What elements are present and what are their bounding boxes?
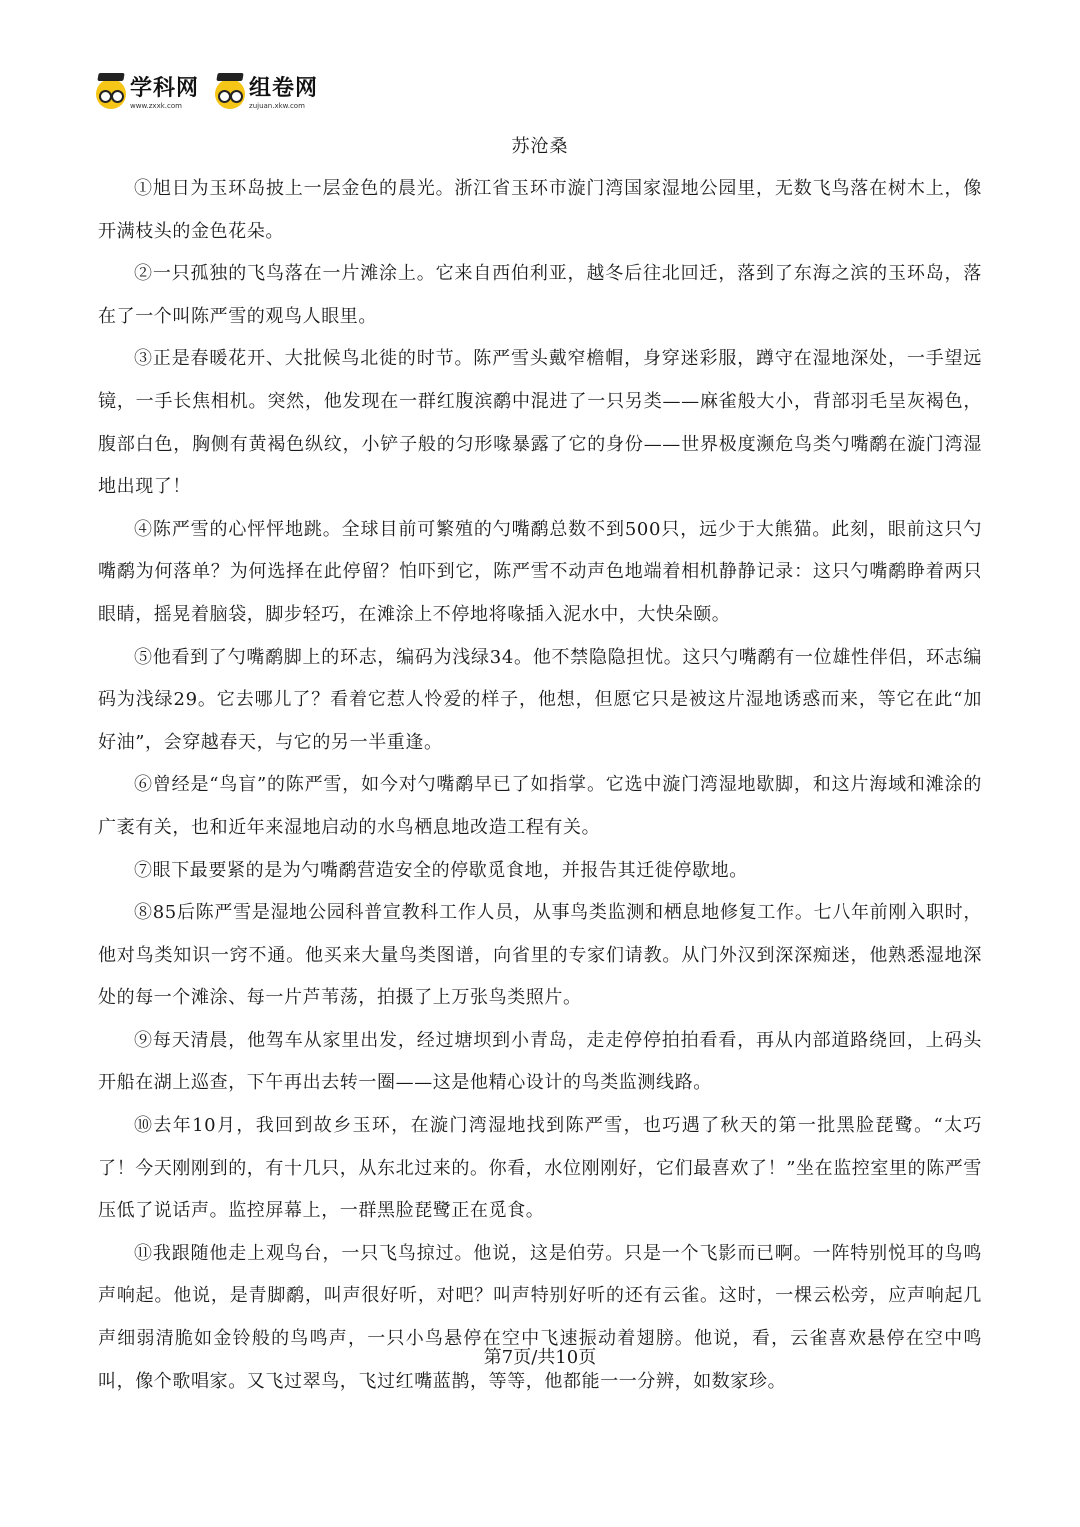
zxxk-logo (96, 78, 199, 110)
paragraph: ⑤他看到了勺嘴鹬脚上的环志，编码为浅绿34。他不禁隐隐担忧。这只勺嘴鹬有一位雄性伴侣，环志编码为浅绿29。它去哪儿了？看着它惹人怜爱的样子，他想，但愿它只是被这片湿地诱惑而来，等它在此“加好油”，会穿越春天，与它的另一半重逢。 (98, 646, 982, 753)
page-number: 第7页/共10页 (483, 1347, 597, 1368)
paragraph: ①旭日为玉环岛披上一层金色的晨光。浙江省玉环市漩门湾国家湿地公园里，无数飞鸟落在树木上，像开满枝头的金色花朵。 (98, 178, 982, 242)
author-name: 苏沧桑 (511, 136, 569, 157)
paragraph: ⑥曾经是“鸟盲”的陈严雪，如今对勺嘴鹬早已了如指掌。它选中漩门湾湿地歇脚，和这片海域和滩涂的广袤有关，也和近年来湿地启动的水鸟栖息地改造工程有关。 (98, 774, 982, 838)
logo-url: www.zxxk.com (130, 102, 182, 110)
mascot-icon (215, 79, 245, 109)
logo-url: zujuan.xkw.com (249, 102, 305, 110)
paragraph: ⑦眼下最要紧的是为勺嘴鹬营造安全的停歇觅食地，并报告其迁徙停歇地。 (134, 859, 748, 881)
logo-name: 学科网 (130, 76, 200, 101)
page-header (96, 78, 318, 110)
paragraph: ⑧85后陈严雪是湿地公园科普宣教科工作人员，从事鸟类监测和栖息地修复工作。七八年前刚入职时，他对鸟类知识一窍不通。他买来大量鸟类图谱，向省里的专家们请教。从门外汉到深深痴迷，他熟悉湿地深处的每一个滩涂、每一片芦苇荡，拍摄了上万张鸟类照片。 (98, 902, 982, 1009)
paragraph: ⑨每天清晨，他驾车从家里出发，经过塘坝到小青岛，走走停停拍拍看看，再从内部道路绕回，上码头开船在湖上巡查，下午再出去转一圈——这是他精心设计的鸟类监测线路。 (98, 1029, 982, 1094)
paragraph: ④陈严雪的心怦怦地跳。全球目前可繁殖的勺嘴鹬总数不到500只，远少于大熊猫。此刻，眼前这只勺嘴鹬为何落单？为何选择在此停留？怕吓到它，陈严雪不动声色地端着相机静静记录：这只勺嘴鹬睁着两只眼睛，摇晃着脑袋，脚步轻巧，在滩涂上不停地将喙插入泥水中，大快朵颐。 (98, 518, 982, 625)
paragraph: ⑪我跟随他走上观鸟台，一只飞鸟掠过。他说，这是伯劳。只是一个飞影而已啊。一阵特别悦耳的鸟鸣声响起。他说，是青脚鹬，叫声很好听，对吧？叫声特别好听的还有云雀。这时，一棵云松旁，应声响起几声细弱清脆如金铃般的鸟鸣声，一只小鸟悬停在空中飞速振动着翅膀。他说，看，云雀喜欢悬停在空中鸣叫，像个歌唱家。又飞过翠鸟，飞过红嘴蓝鹊，等等，他都能一一分辨，如数家珍。 (98, 1242, 982, 1392)
logo-name: 组卷网 (249, 76, 319, 101)
paragraph: ③正是春暖花开、大批候鸟北徙的时节。陈严雪头戴窄檐帽，身穿迷彩服，蹲守在湿地深处，一手望远镜，一手长焦相机。突然，他发现在一群红腹滨鹬中混进了一只另类——麻雀般大小，背部羽毛呈灰褐色，腹部白色，胸侧有黄褐色纵纹，小铲子般的匀形喙暴露了它的身份——世界极度濒危鸟类勺嘴鹬在漩门湾湿地出现了！ (98, 348, 982, 498)
paragraph: ②一只孤独的飞鸟落在一片滩涂上。它来自西伯利亚，越冬后往北回迁，落到了东海之滨的玉环岛，落在了一个叫陈严雪的观鸟人眼里。 (98, 263, 982, 327)
article-body (98, 168, 982, 1403)
mascot-icon (96, 79, 126, 109)
paragraph: ⑩去年10月，我回到故乡玉环，在漩门湾湿地找到陈严雪，也巧遇了秋天的第一批黑脸琵鹭。“太巧了！今天刚刚到的，有十几只，从东北过来的。你看，水位刚刚好，它们最喜欢了！”坐在监控室里的陈严雪压低了说话声。监控屏幕上，一群黑脸琵鹭正在觅食。 (98, 1115, 982, 1222)
zujuan-logo (215, 78, 318, 110)
